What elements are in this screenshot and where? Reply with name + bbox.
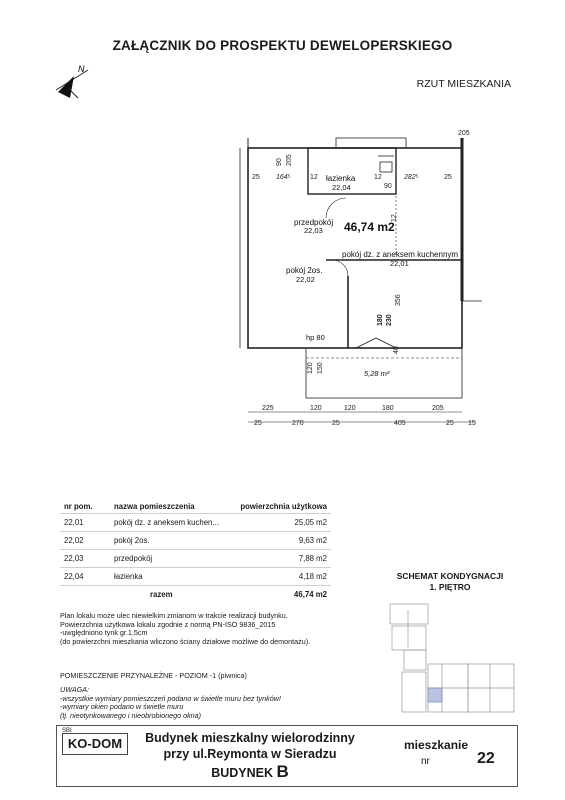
logo-small: SBI	[62, 728, 72, 734]
svg-text:356: 356	[395, 294, 402, 306]
svg-text:405: 405	[394, 420, 406, 427]
building-label: BUDYNEK B	[211, 762, 289, 781]
room-name: przedpokój	[294, 218, 334, 227]
room-name: łazienka	[326, 174, 356, 183]
table-total-row: razem 46,74 m2	[60, 586, 331, 604]
svg-text:225: 225	[262, 405, 274, 412]
apartment-number: 22	[477, 750, 495, 767]
table-row: 22,04 łazienka 4,18 m2	[60, 568, 331, 586]
north-arrow-icon	[48, 60, 94, 106]
svg-text:205: 205	[286, 154, 293, 166]
room-number: 22,03	[304, 226, 323, 235]
table-row: 22,02 pokój 2os. 9,63 m2	[60, 532, 331, 550]
schemat-title: SCHEMAT KONDYGNACJI 1. PIĘTRO	[396, 571, 504, 592]
compass-label: N	[78, 64, 85, 74]
svg-text:12: 12	[310, 174, 318, 181]
apartment-label: mieszkanie	[404, 738, 469, 752]
svg-text:25: 25	[446, 420, 454, 427]
notes: Plan lokalu może ulec niewielkim zmianom w trakcie realizacji budynku. Powierzchnia użytkowa lokalu zgodnie z normą PN-ISO 9836_2015 -uwględniono tynk gr.1,5cm (do powierzchni mieszkania wliczono ściany działowe możliwe do demontażu).	[60, 611, 311, 646]
floor-schematic	[382, 602, 520, 718]
storage-note: POMIESZCZENIE PRZYNALEŻNE - POZIOM -1 (piwnica)	[60, 671, 247, 680]
room-number: 22,01	[390, 259, 409, 268]
uwagi: UWAGA: -wszystkie wymiary pomieszczeń podano w świetle muru bez tynków! -wymiary okien podano w świetle muru (tj. nieotynkowanego i nieobrobionego okna)	[60, 685, 281, 720]
svg-text:205: 205	[458, 130, 470, 137]
table-header: nr pom.	[64, 502, 93, 511]
highlight-apartment	[428, 688, 442, 702]
table-row: 22,03 przedpokój 7,88 m2	[60, 550, 331, 568]
balcony-area: 5,28 m²	[364, 369, 390, 378]
svg-text:164⁵: 164⁵	[276, 174, 291, 181]
room-number: 22,04	[332, 183, 351, 192]
svg-text:25: 25	[254, 420, 262, 427]
table-header: nazwa pomieszczenia	[114, 502, 195, 511]
svg-text:25: 25	[332, 420, 340, 427]
svg-text:120: 120	[344, 405, 356, 412]
nr-label: nr	[421, 756, 430, 767]
logo: KO-DOM	[62, 733, 128, 755]
building-description: Budynek mieszkalny wielorodzinny przy ul.Reymonta w Sieradzu	[145, 731, 355, 761]
svg-text:180: 180	[377, 314, 384, 326]
page-subtitle: RZUT MIESZKANIA	[416, 78, 511, 90]
room-name: pokój dz. z aneksem kuchennym	[342, 250, 459, 259]
svg-text:205: 205	[432, 405, 444, 412]
svg-text:90: 90	[384, 183, 392, 190]
svg-text:40: 40	[393, 346, 400, 354]
svg-text:25: 25	[444, 174, 452, 181]
table-row: 22,01 pokój dz. z aneksem kuchen... 25,05 m2	[60, 514, 331, 532]
room-table	[60, 500, 331, 603]
svg-text:180: 180	[382, 405, 394, 412]
svg-text:150: 150	[317, 362, 324, 374]
svg-text:282⁵: 282⁵	[404, 174, 419, 181]
svg-text:12: 12	[374, 174, 382, 181]
table-header: powierzchnia użytkowa	[240, 502, 327, 511]
svg-text:15: 15	[468, 420, 476, 427]
svg-text:270: 270	[292, 420, 304, 427]
svg-text:12: 12	[391, 214, 398, 222]
svg-text:120: 120	[307, 362, 314, 374]
svg-text:230: 230	[386, 314, 393, 326]
svg-text:120: 120	[310, 405, 322, 412]
room-name: pokój 2os.	[286, 266, 323, 275]
hp-label: hp 80	[306, 333, 325, 342]
svg-text:90: 90	[276, 158, 283, 166]
page-title: ZAŁĄCZNIK DO PROSPEKTU DEWELOPERSKIEGO	[112, 38, 453, 53]
svg-text:25: 25	[252, 174, 260, 181]
total-area: 46,74 m2	[344, 220, 395, 234]
floor-plan	[236, 126, 488, 430]
room-number: 22,02	[296, 275, 315, 284]
